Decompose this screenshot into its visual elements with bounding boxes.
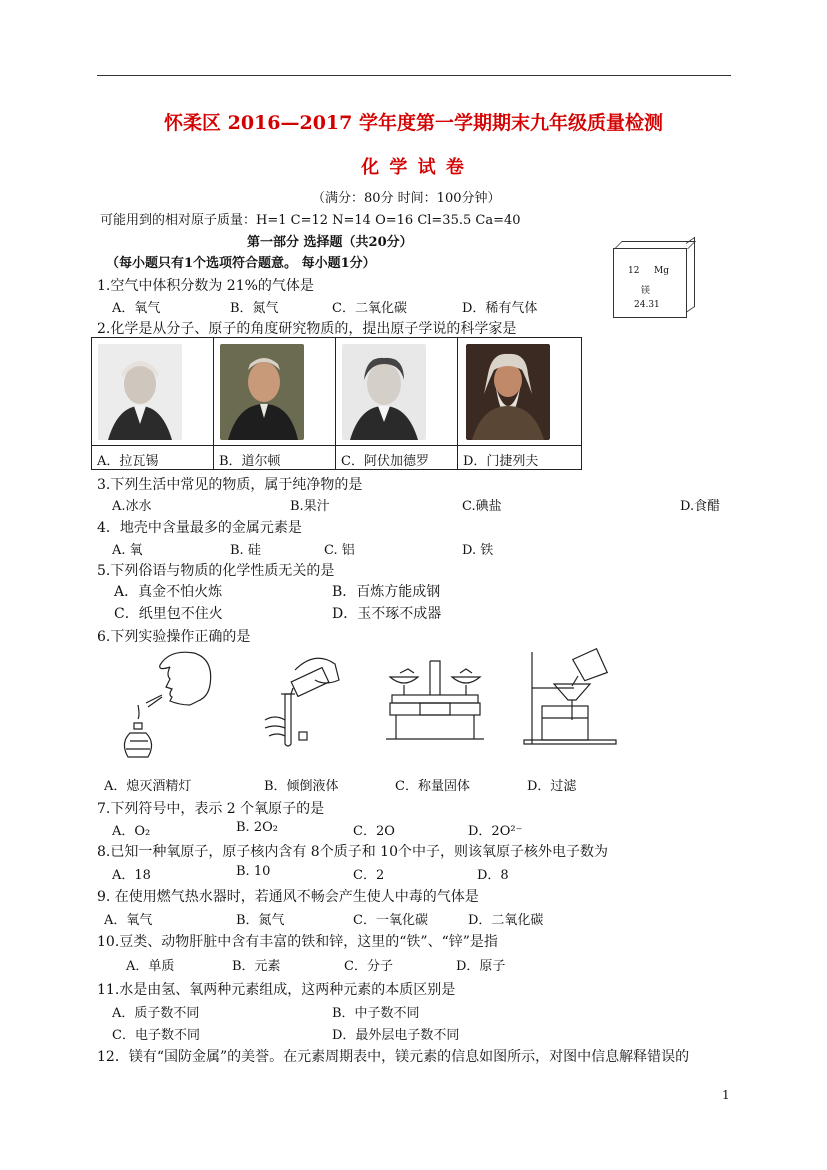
question-9-stem: 9. 在使用燃气热水器时，若通风不畅会产生使人中毒的气体是	[97, 889, 479, 905]
question-7-option-a: A．O₂	[112, 824, 151, 839]
question-5-stem: 5.下列俗语与物质的化学性质无关的是	[97, 563, 335, 579]
question-9-option-d: D．二氧化碳	[468, 913, 544, 928]
question-8-option-b: B. 10	[236, 864, 271, 879]
question-10-option-a: A．单质	[126, 959, 175, 974]
question-7-option-c: C．2O	[353, 824, 395, 839]
question-9-option-a: A．氧气	[104, 913, 153, 928]
question-5-option-b: B．百炼方能成钢	[332, 584, 441, 600]
top-rule	[97, 75, 731, 76]
question-2-stem: 2.化学是从分子、原子的角度研究物质的，提出原子学说的科学家是	[97, 321, 517, 337]
portrait-cell-lavoisier	[92, 338, 214, 446]
question-7-stem: 7.下列符号中，表示 2 个氧原子的是	[97, 801, 325, 817]
element-name: 镁	[641, 286, 651, 296]
portrait-caption-b: B．道尔顿	[214, 446, 336, 469]
question-6-stem: 6.下列实验操作正确的是	[97, 629, 251, 645]
question-6-option-d: D．过滤	[527, 779, 577, 794]
question-1-option-d: D．稀有气体	[462, 301, 538, 316]
question-4-option-b: B. 硅	[230, 543, 261, 558]
question-4-option-d: D. 铁	[462, 543, 494, 558]
lavoisier-portrait-image	[98, 344, 182, 440]
question-6-option-a: A．熄灭酒精灯	[104, 779, 192, 794]
question-8-stem: 8.已知一种氧原子，原子核内含有 8个质子和 10个中子，则该氧原子核外电子数为	[97, 844, 608, 860]
filtration-figure	[520, 648, 620, 748]
question-1-option-c: C．二氧化碳	[332, 301, 407, 316]
mendeleev-portrait-image	[466, 344, 550, 440]
question-11-option-b: B．中子数不同	[332, 1006, 420, 1021]
avogadro-portrait-image	[342, 344, 426, 440]
question-3-stem: 3.下列生活中常见的物质，属于纯净物的是	[97, 477, 363, 493]
question-4-stem: 4．地壳中含量最多的金属元素是	[97, 520, 302, 536]
question-3-option-b: B.果汁	[290, 499, 330, 514]
question-3-option-c: C.碘盐	[462, 499, 502, 514]
question-10-option-d: D．原子	[456, 959, 506, 974]
question-7-option-b: B. 2O₂	[236, 820, 278, 835]
question-3-option-d: D.食醋	[680, 499, 721, 514]
question-11-option-a: A．质子数不同	[112, 1006, 200, 1021]
question-6-option-c: C．称量固体	[395, 779, 470, 794]
scientist-portrait-table	[91, 337, 582, 470]
question-4-option-a: A. 氧	[112, 543, 143, 558]
dalton-portrait-image	[220, 344, 304, 440]
question-8-option-a: A．18	[112, 868, 151, 883]
portrait-caption-c: C．阿伏加德罗	[336, 446, 458, 469]
question-6-option-b: B．倾倒液体	[264, 779, 339, 794]
question-10-option-b: B．元素	[232, 959, 281, 974]
question-11-option-c: C．电子数不同	[112, 1028, 200, 1043]
pouring-liquid-figure	[255, 650, 345, 750]
question-1-option-b: B．氮气	[230, 301, 279, 316]
question-12-stem: 12．镁有“国防金属”的美誉。在元素周期表中，镁元素的信息如图所示，对图中信息解释错误的	[97, 1049, 690, 1065]
portrait-cell-dalton	[214, 338, 336, 446]
question-8-option-d: D．8	[477, 868, 509, 883]
question-9-option-c: C．一氧化碳	[353, 913, 428, 928]
page-number: 1	[722, 1088, 730, 1102]
exam-title: 怀柔区 2016—2017 学年度第一学期期末九年级质量检测	[164, 112, 663, 134]
question-7-option-d: D．2O²⁻	[468, 824, 523, 839]
atomic-mass: 24.31	[634, 300, 660, 310]
question-1-option-a: A．氧气	[112, 301, 161, 316]
atomic-masses: 可能用到的相对原子质量：H=1 C=12 N=14 O=16 Cl=35.5 Ca=40	[100, 213, 521, 228]
question-10-option-c: C．分子	[344, 959, 393, 974]
question-10-stem: 10.豆类、动物肝脏中含有丰富的铁和锌，这里的“铁”、“锌”是指	[97, 934, 498, 950]
question-11-stem: 11.水是由氢、氧两种元素组成，这两种元素的本质区别是	[97, 982, 456, 998]
question-5-option-d: D．玉不琢不成器	[332, 606, 442, 622]
question-4-option-c: C. 铝	[324, 543, 355, 558]
question-8-option-c: C．2	[353, 868, 385, 883]
question-5-option-a: A．真金不怕火炼	[114, 584, 223, 600]
blowing-out-alcohol-lamp-figure	[110, 645, 220, 760]
exam-subtitle: 化 学 试 卷	[361, 157, 466, 178]
element-symbol: Mg	[654, 266, 669, 276]
portrait-caption-d: D．门捷列夫	[463, 454, 539, 469]
score-time: （满分：80分 时间：100分钟）	[312, 191, 501, 206]
question-11-option-d: D．最外层电子数不同	[332, 1028, 460, 1043]
magnesium-element-card	[613, 248, 687, 318]
portrait-cell-avogadro	[336, 338, 458, 446]
portrait-cell-mendeleev	[458, 338, 581, 446]
atomic-number: 12	[628, 266, 640, 276]
portrait-caption-a: A．拉瓦锡	[92, 446, 214, 469]
question-5-option-c: C．纸里包不住火	[114, 606, 223, 622]
section-title: 第一部分 选择题（共20分）	[247, 235, 413, 250]
weighing-solid-figure	[380, 655, 490, 745]
question-1-stem: 1.空气中体积分数为 21%的气体是	[97, 278, 314, 294]
question-9-option-b: B．氮气	[236, 913, 285, 928]
question-3-option-a: A.冰水	[112, 499, 152, 514]
section-note: （每小题只有1个选项符合题意。 每小题1分）	[106, 256, 376, 271]
